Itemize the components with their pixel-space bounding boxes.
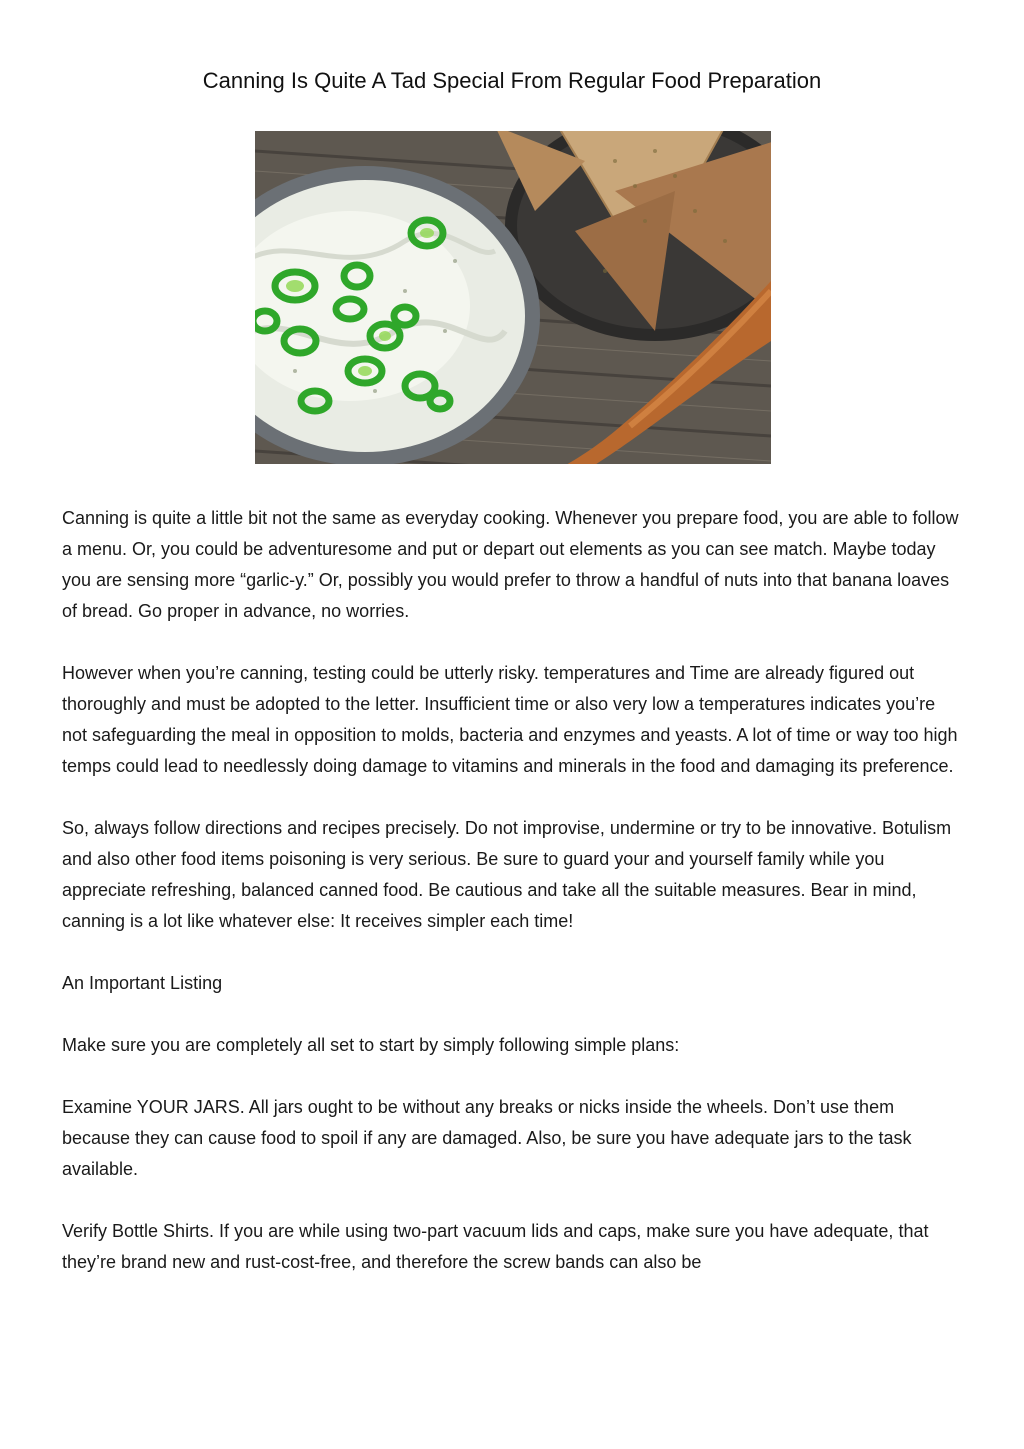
paragraph-verify-lids: Verify Bottle Shirts. If you are while using two-part vacuum lids and caps, make sure you have adequate, that they’re brand new and rust-cost-free, and therefore the screw bands can also be: [62, 1221, 929, 1272]
hero-image: [255, 131, 771, 464]
paragraph-intro: Canning is quite a little bit not the same as everyday cooking. Whenever you prepare food, you are able to follow a menu. Or, you could be adventuresome and put or depart out elements as you can see match. Maybe today you are sensing more “garlic-y.” Or, possibly you would prefer to throw a handful of nuts into that banana loaves of bread. Go proper in advance, no worries.: [62, 508, 959, 621]
section-heading-listing: An Important Listing: [62, 973, 223, 993]
paragraph-get-ready: Make sure you are completely all set to start by simply following simple plans:: [62, 1035, 680, 1055]
paragraph-testing-risk: However when you’re canning, testing could be utterly risky. temperatures and Time are already figured out thoroughly and must be adopted to the letter. Insufficient time or also very low a temperatures indicates you’re not safeguarding the meal in opposition to molds, bacteria and enzymes and yeasts. A lot of time or way too high temps could lead to needlessly doing damage to vitamins and minerals in the food and damaging its preference.: [62, 663, 958, 776]
dip-bowl-illustration: [255, 131, 771, 464]
paragraph-examine-jars: Examine YOUR JARS. All jars ought to be without any breaks or nicks inside the wheels. Don’t use them because they can cause food to spoil if any are damaged. Also, be sure you have adequate jars to the task available.: [62, 1097, 912, 1179]
paragraph-follow-directions: So, always follow directions and recipes precisely. Do not improvise, undermine or try to be innovative. Botulism and also other food items poisoning is very serious. Be sure to guard your and yourself family while you appreciate refreshing, balanced canned food. Be cautious and take all the suitable measures. Bear in mind, canning is a lot like whatever else: It receives simpler each time!: [62, 818, 952, 931]
article-body: [62, 503, 962, 1309]
page-title: Canning Is Quite A Tad Special From Regular Food Preparation: [202, 68, 822, 93]
